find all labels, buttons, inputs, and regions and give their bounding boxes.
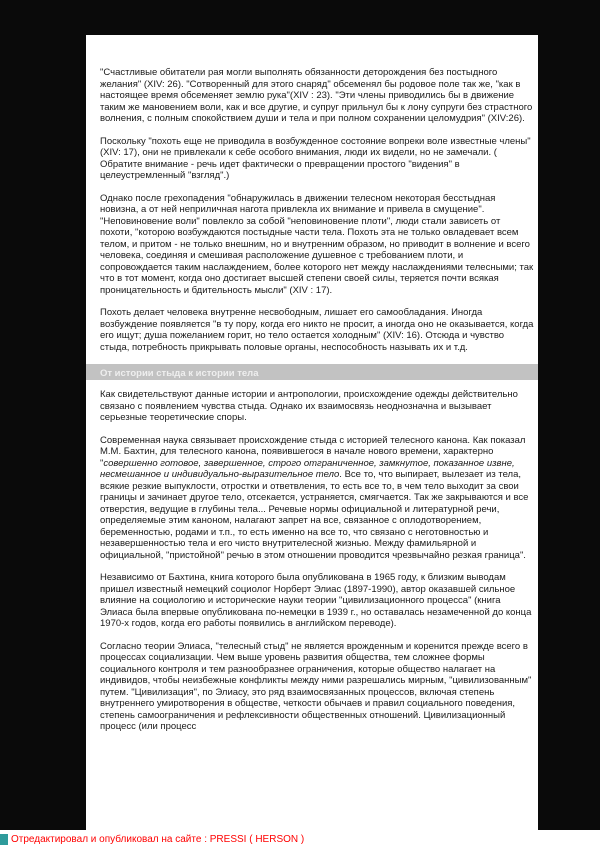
document-page bbox=[86, 35, 538, 831]
footer-icon bbox=[0, 834, 8, 845]
paragraph-6-rest: . Все то, что выпирает, вылезает из тела, всякие резкие выпуклости, отростки и ответвления, то есть все то, в чем тело выходит за свои границы и зачинает другое тело, отсекается, устраняется, смягчается. Так же закрываются и все отверстия, ведущие в глубины тела... Речевые нормы официальной и литературной речи, определяемые этим каноном, налагают запрет на все, связанное с оплодотворением, беременностью, родами и т.п., то есть именно на все то, что связано с неготовностью и незавершенностью тела и его чисто внутрителесной жизнью. Между фамильярной и официальной, "пристойной" речью в этом отношении проводится чрезвычайно резкая граница". bbox=[100, 469, 529, 561]
paragraph-2: Поскольку "похоть еще не приводила в возбужденное состояние вопреки воле известные члены" (XIV: 17), они не привлекали к себе особого внимания, люди их видели, но не замечали. ( Обратите внимание - речь идет фактически о превращении простого "видения" в целеустремленный "взгляд".) bbox=[100, 135, 531, 181]
paragraph-1: "Счастливые обитатели рая могли выполнять обязанности деторождения без постыдного желания" (XIV: 26). "Сотворенный для этого снаряд" обсеменял бы родовое поле так же, "как в настоящее время обсеменяет землю рука"(XIV : 23). "Эти члены приводились бы в движение таким же мановением воли, как и все другие, и супруг прильнул бы к лону супруги без страстного волнения, с полным спокойствием души и тела и при полном сохранении целомудрия" (XIV:26). bbox=[100, 67, 533, 124]
paragraph-5: Как свидетельствуют данные истории и антропологии, происхождение одежды действительно связано с появлением чувства стыда. Однако их взаимосвязь неоднозначна и вызывает серьезные теоретические споры. bbox=[100, 389, 518, 423]
paragraph-8: Согласно теории Элиаса, "телесный стыд" не является врожденным и коренится прежде всего в процессах социализации. Чем выше уровень развития общества, тем сложнее формы социального контроля и тем разнообразнее ограничения, которые общество налагает на индивидов, чтобы неизбежные конфликты между ними разрешались мирным, "цивилизованным" путем. "Цивилизация", по Элиасу, это ряд взаимосвязанных процессов, включая степень внутреннего умиротворения в обществе, четкости обычаев и правил социального поведения, степень самоограничения и рефлексивности общественных отношений. Цивилизационный процесс (или процесс bbox=[100, 640, 532, 732]
section-heading: От истории стыда к истории тела bbox=[100, 368, 259, 379]
footer-bar bbox=[0, 830, 600, 849]
paragraph-6 bbox=[100, 435, 534, 562]
footer-credit: Отредактировал и опубликовал на сайте : PRESSI ( HERSON ) bbox=[11, 834, 305, 845]
paragraph-6-intro: Современная наука связывает происхождение стыда с историей телесного канона. Как показал М.М. Бахтин, для телесного канона, появившегося в начале нового времени, характерно " bbox=[100, 434, 526, 469]
paragraph-7: Независимо от Бахтина, книга которого была опубликована в 1965 году, к близким выводам пришел известный немецкий социолог Норберт Элиас (1897-1990), автор оказавшей сильное влияние на социологию и исторические науки теории "цивилизационного процесса" (книга Элиаса была впервые опубликована по-немецки в 1939 г., но оставалась незамеченной до конца 1970-х годов, когда его работы появились в английском переводе). bbox=[100, 572, 532, 629]
paragraph-3: Однако после грехопадения "обнаружилась в движении телесном некоторая бесстыдная новизна, а от ней неприличная нагота привлекла их внимание и привела в смущение". "Неповиновение воли" повлекло за собой "неповиновение плоти", люди стали зависеть от похоти, "которою возбуждаются постыдные части тела. Похоть эта не только овладевает всем телом, и притом - не только внешним, но и внутренним образом, но приводит в волнение и всего человека, соединяя и смешивая расположение душевное с требованием плоти, и сопровождается таким наслаждением, более которого нет между наслаждениями телесными; так что в тот момент, когда оно достигает высшей степени своей силы, теряется почти всякая проницательность и бдительность мысли" (XIV : 17). bbox=[100, 192, 534, 296]
paragraph-4: Похоть делает человека внутренне несвободным, лишает его самообладания. Иногда возбуждение появляется "в ту пору, когда его никто не просит, а иногда оно не оказывается, когда его ищут; душа пожеланием горит, но тело остается холодным" (XIV: 16). Отсюда и чувство стыда, потребность прикрывать половые органы, неспособность называть их и т.д. bbox=[100, 307, 534, 353]
section-heading-bar bbox=[86, 364, 538, 380]
paragraph-6-quote-italic: совершенно готовое, завершенное, строго отграниченное, замкнутое, показанное извне, несмешанное и индивидуально-выразительное тело bbox=[100, 457, 515, 480]
